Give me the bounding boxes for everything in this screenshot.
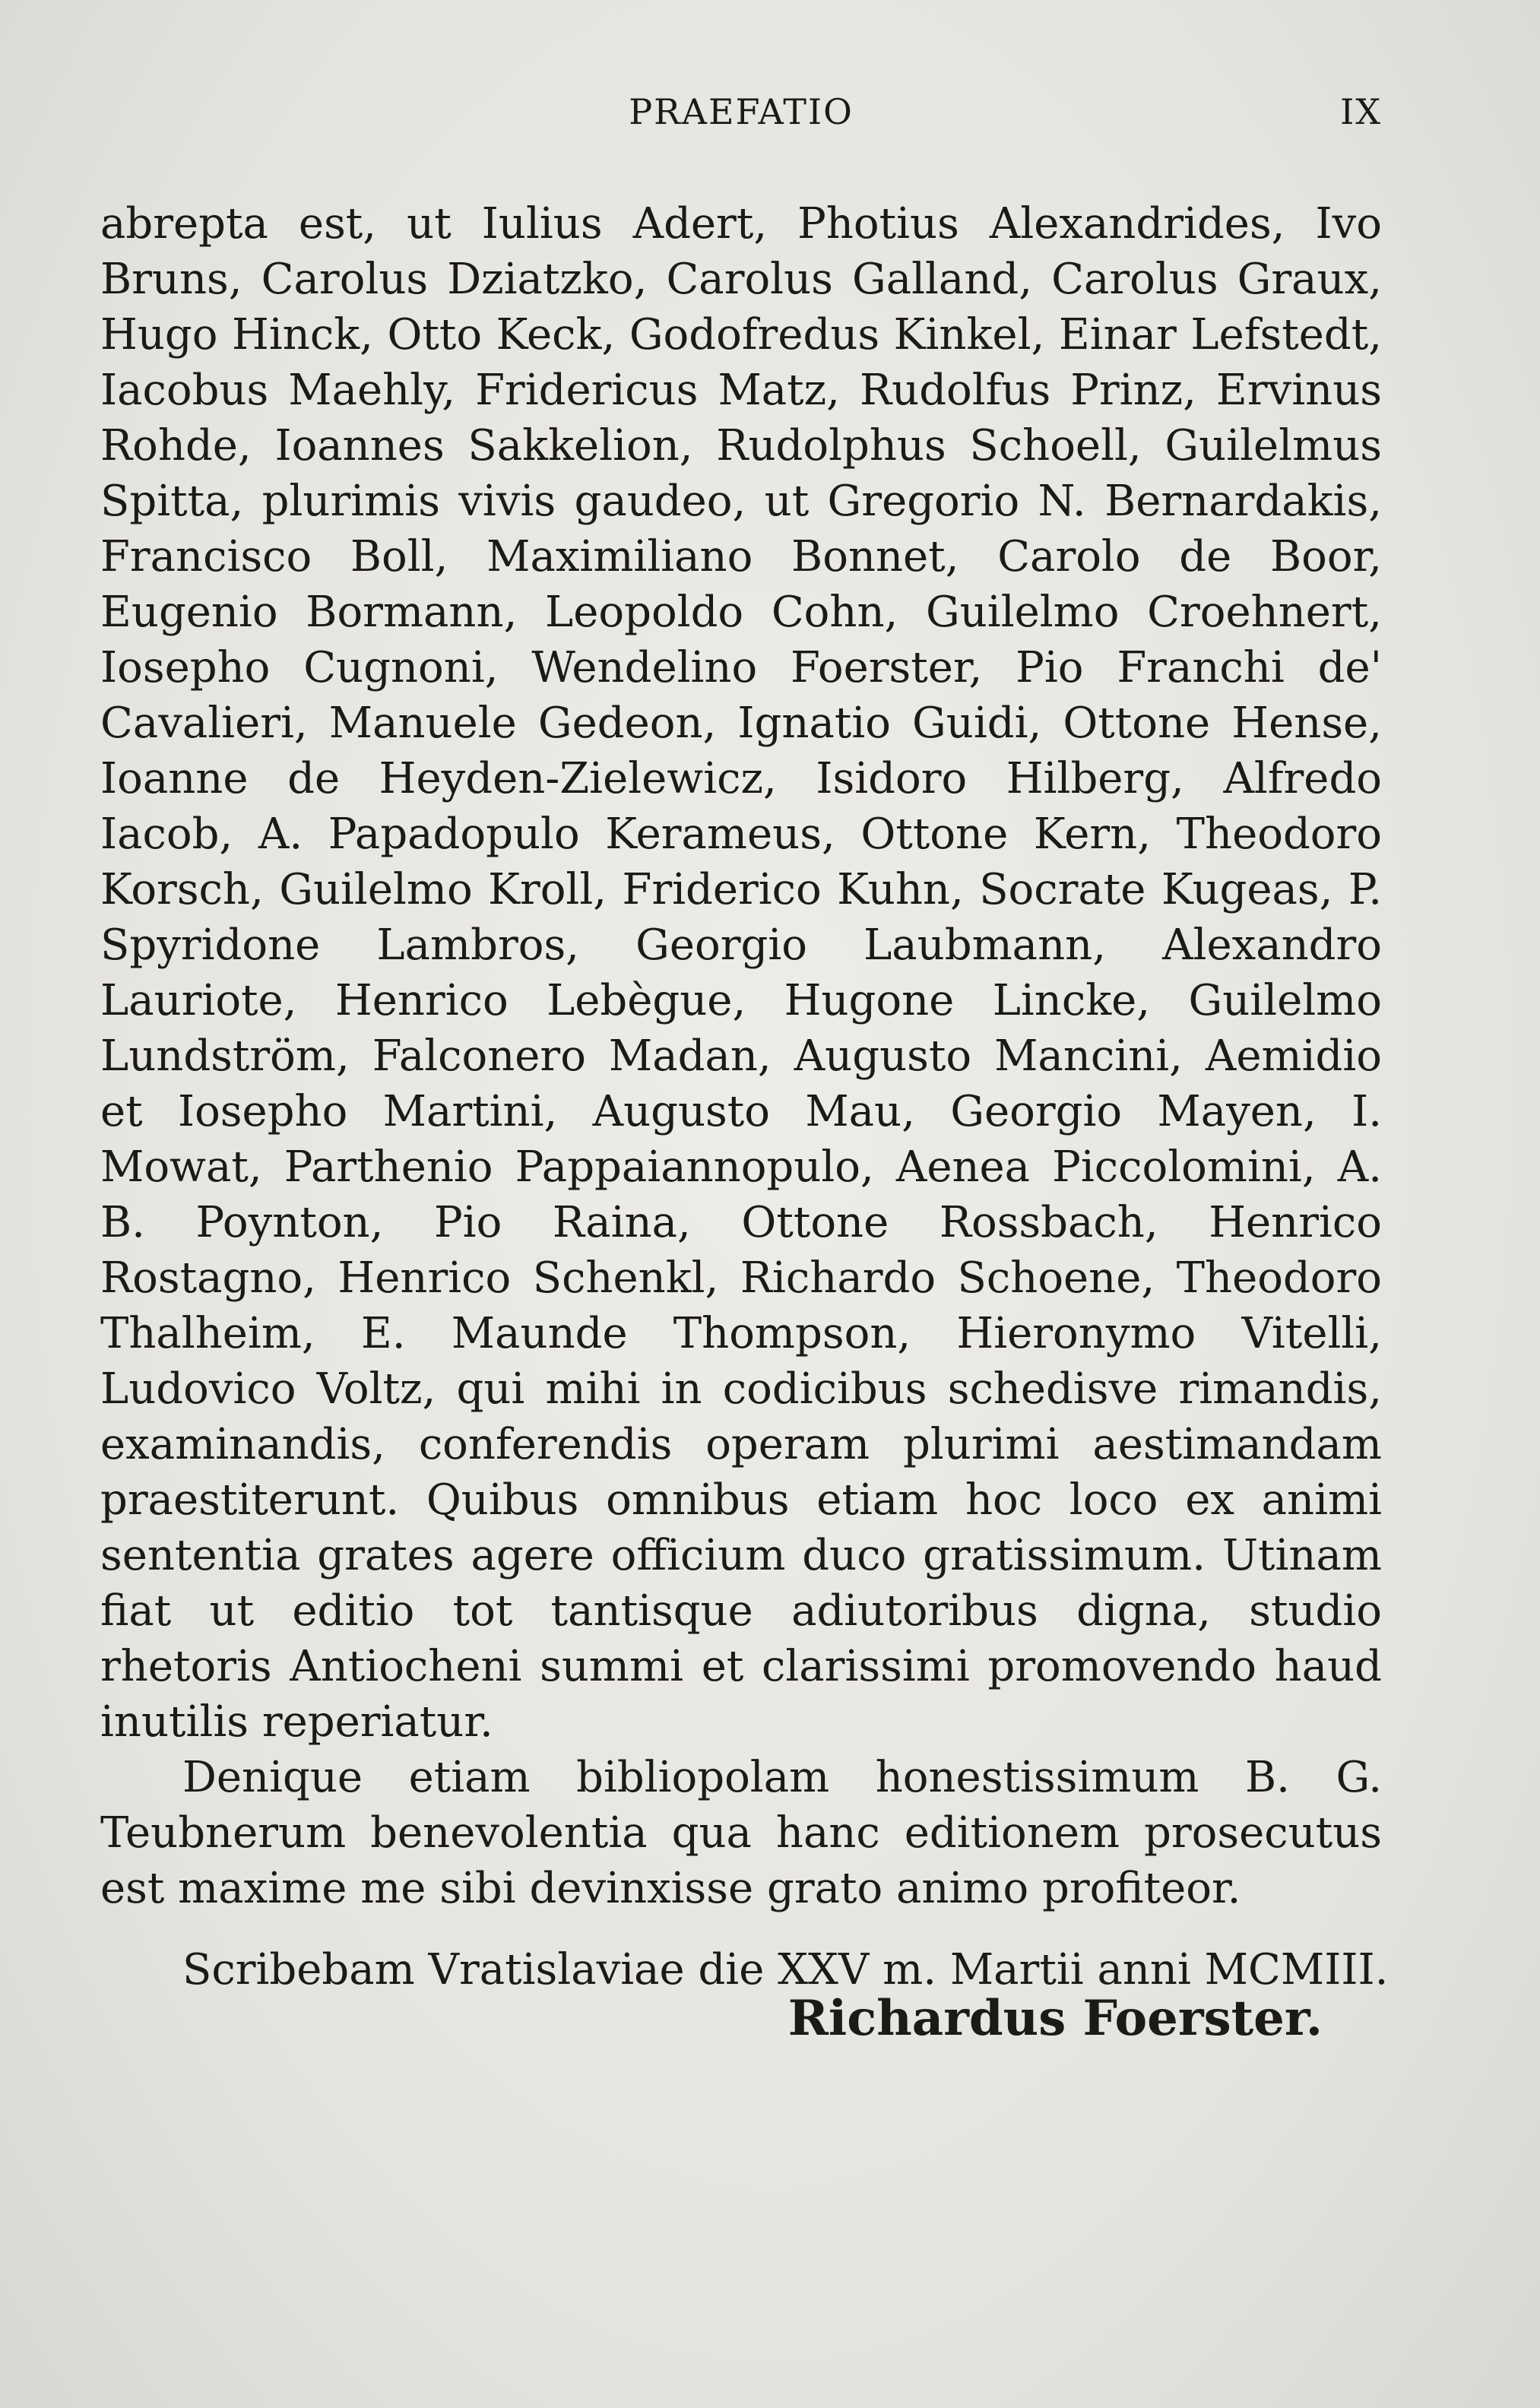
page-number: IX bbox=[1340, 91, 1382, 132]
running-title: PRAEFATIO bbox=[629, 91, 854, 132]
page-header bbox=[100, 91, 1382, 144]
dateline: Scribebam Vratislaviae die XXV m. Martii anni MCMIII. bbox=[182, 1945, 1389, 1995]
body-text bbox=[100, 196, 1389, 1998]
paragraph-publisher-thanks: Denique etiam bibliopolam honestissimum B. G. Teubnerum benevolentia qua hanc editionem prosecutus est maxime me sibi devinxisse grato animo profiteor. bbox=[100, 1753, 1382, 1913]
author-signature: Richardus Foerster. bbox=[787, 1990, 1323, 2047]
paragraph-acknowledgements: abrepta est, ut Iulius Adert, Photius Alexandrides, Ivo Bruns, Carolus Dziatzko, Carolus Galland, Carolus Graux, Hugo Hinck, Otto Keck, Godofredus Kinkel, Einar Lefstedt, Iacobus Maehly, Fridericus Matz, Rudolfus Prinz, Ervinus Rohde, Ioannes Sakkelion, Rudolphus Schoell, Guilelmus Spitta, plurimis vivis gaudeo, ut Gregorio N. Bernardakis, Francisco Boll, Maximiliano Bonnet, Carolo de Boor, Eugenio Bormann, Leopoldo Cohn, Guilelmo Croehnert, Iosepho Cugnoni, Wendelino Foerster, Pio Franchi de' Cavalieri, Manuele Gedeon, Ignatio Guidi, Ottone Hense, Ioanne de Heyden-Zielewicz, Isidoro Hilberg, Alfredo Iacob, A. Papadopulo Kerameus, Ottone Kern, Theodoro Korsch, Guilelmo Kroll, Friderico Kuhn, Socrate Kugeas, P. Spyridone Lambros, Georgio Laubmann, Alexandro Lauriote, Henrico Lebègue, Hugone Lincke, Guilelmo Lundström, Falconero Madan, Augusto Mancini, Aemidio et Iosepho Martini, Augusto Mau, Georgio Mayen, I. Mowat, Parthenio Pappaiannopulo, Aenea Piccolomini, A. B. Poynton, Pio Raina, Ottone Rossbach, Henrico Rostagno, Henrico Schenkl, Richardo Schoene, Theodoro Thalheim, E. Maunde Thompson, Hieronymo Vitelli, Ludovico Voltz, qui mihi in codicibus schedisve rimandis, examinandis, conferendis operam plurimi aestimandam praestiterunt. Quibus omnibus etiam hoc loco ex animi sententia grates agere officium duco gratissimum. Utinam fiat ut editio tot tantisque adiutoribus digna, studio rhetoris Antiocheni summi et clarissimi promovendo haud inutilis reperiatur. bbox=[100, 199, 1382, 1747]
